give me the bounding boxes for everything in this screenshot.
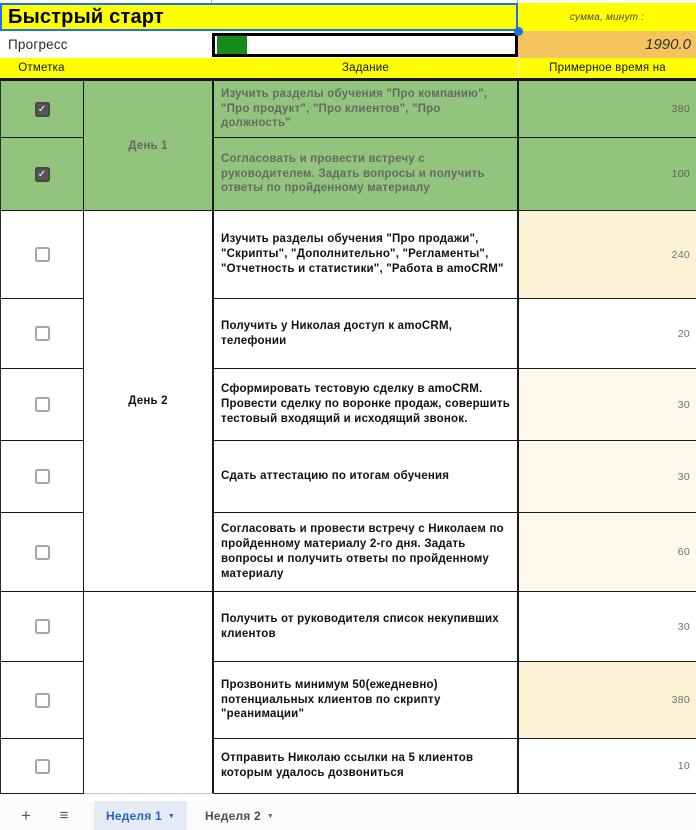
checkbox-cell — [1, 441, 84, 513]
time-value-cell[interactable]: 20 — [519, 299, 696, 369]
task-cell[interactable]: Прозвонить минимум 50(ежедневно) потенциальных клиентов по скрипту "реанимации" — [214, 662, 519, 739]
checkbox-cell — [1, 138, 84, 211]
checkbox-cell — [1, 211, 84, 299]
chevron-down-icon[interactable]: ▼ — [167, 813, 176, 820]
checkbox-cell — [1, 81, 84, 138]
time-value-cell[interactable]: 240 — [519, 211, 696, 299]
progress-fill — [217, 36, 247, 54]
progress-row — [0, 31, 696, 58]
sheet-tab-week-2[interactable] — [193, 801, 286, 830]
day-group-cell-day2[interactable]: День 2 — [84, 211, 214, 592]
task-cell[interactable]: Сдать аттестацию по итогам обучения — [214, 441, 519, 513]
tab-label: Неделя 2 — [205, 808, 261, 823]
checkbox-unchecked[interactable] — [35, 693, 50, 708]
checkbox-unchecked[interactable] — [35, 619, 50, 634]
time-value-cell[interactable]: 100 — [519, 138, 696, 211]
task-cell[interactable]: Получить от руководителя список некупивших клиентов — [214, 592, 519, 662]
header-spacer — [83, 58, 213, 78]
column-header-row — [0, 58, 696, 78]
add-sheet-button[interactable]: + — [21, 805, 31, 825]
tab-label: Неделя 1 — [106, 808, 162, 823]
selection-handle[interactable] — [514, 27, 523, 36]
sum-caption: сумма, минут : — [569, 11, 645, 23]
checkbox-unchecked[interactable] — [35, 247, 50, 262]
day-group-cell-empty[interactable] — [84, 592, 214, 794]
page-title: Быстрый старт — [8, 5, 164, 28]
time-value-cell[interactable]: 10 — [519, 739, 696, 794]
checkbox-checked-icon[interactable]: ✓ — [35, 167, 50, 182]
checkbox-cell — [1, 513, 84, 592]
checkbox-checked-icon[interactable]: ✓ — [35, 102, 50, 117]
checkbox-unchecked[interactable] — [35, 759, 50, 774]
time-value-cell[interactable]: 380 — [519, 662, 696, 739]
task-cell[interactable]: Согласовать и провести встречу с Николаем по пройденному материалу 2-го дня. Задать вопросы и получить ответы по пройденному материалу — [214, 513, 519, 592]
time-value-cell[interactable]: 30 — [519, 369, 696, 441]
header-time[interactable]: Примерное время на — [518, 58, 696, 78]
checkbox-unchecked[interactable] — [35, 326, 50, 341]
checkbox-unchecked[interactable] — [35, 397, 50, 412]
checkbox-cell — [1, 369, 84, 441]
sheet-title-cell[interactable] — [0, 3, 518, 31]
task-cell[interactable]: Согласовать и провести встречу с руководителем. Задать вопросы и получить ответы по пройденному материалу — [214, 138, 519, 211]
checkbox-cell — [1, 739, 84, 794]
task-table — [0, 81, 696, 794]
time-value-cell[interactable]: 30 — [519, 441, 696, 513]
task-cell[interactable]: Получить у Николая доступ к amoCRM, телефонии — [214, 299, 519, 369]
progress-bar[interactable] — [212, 33, 518, 57]
task-cell[interactable]: Изучить разделы обучения "Про продажи", "Скрипты", "Дополнительно", "Регламенты", "Отчетность и статистики", "Работа в amoCRM" — [214, 211, 519, 299]
checkbox-unchecked[interactable] — [35, 469, 50, 484]
title-row — [0, 3, 696, 31]
sheet-tab-bar — [0, 801, 696, 830]
header-mark[interactable]: Отметка — [18, 62, 65, 74]
total-minutes-cell[interactable]: 1990.0 — [518, 31, 696, 58]
bottom-gap — [0, 794, 696, 801]
chevron-down-icon[interactable]: ▼ — [266, 813, 275, 820]
checkbox-cell — [1, 592, 84, 662]
sum-caption-cell[interactable] — [518, 3, 696, 31]
time-value-cell[interactable]: 60 — [519, 513, 696, 592]
checkbox-cell — [1, 299, 84, 369]
day-group-cell-day1[interactable]: День 1 — [84, 81, 214, 211]
header-task[interactable]: Задание — [341, 62, 390, 74]
task-cell[interactable]: Сформировать тестовую сделку в amoCRM. Провести сделку по воронке продаж, совершить тестовый входящий и исходящий звонок. — [214, 369, 519, 441]
checkbox-unchecked[interactable] — [35, 545, 50, 560]
task-cell[interactable]: Изучить разделы обучения "Про компанию", "Про продукт", "Про клиентов", "Про должность" — [214, 81, 519, 138]
time-value-cell[interactable]: 380 — [519, 81, 696, 138]
checkbox-cell — [1, 662, 84, 739]
progress-label: Прогресс — [8, 37, 68, 52]
sheet-tab-week-1[interactable] — [94, 801, 187, 830]
task-cell[interactable]: Отправить Николаю ссылки на 5 клиентов которым удалось дозвониться — [214, 739, 519, 794]
time-value-cell[interactable]: 30 — [519, 592, 696, 662]
all-sheets-menu-icon[interactable]: ≡ — [59, 807, 69, 824]
